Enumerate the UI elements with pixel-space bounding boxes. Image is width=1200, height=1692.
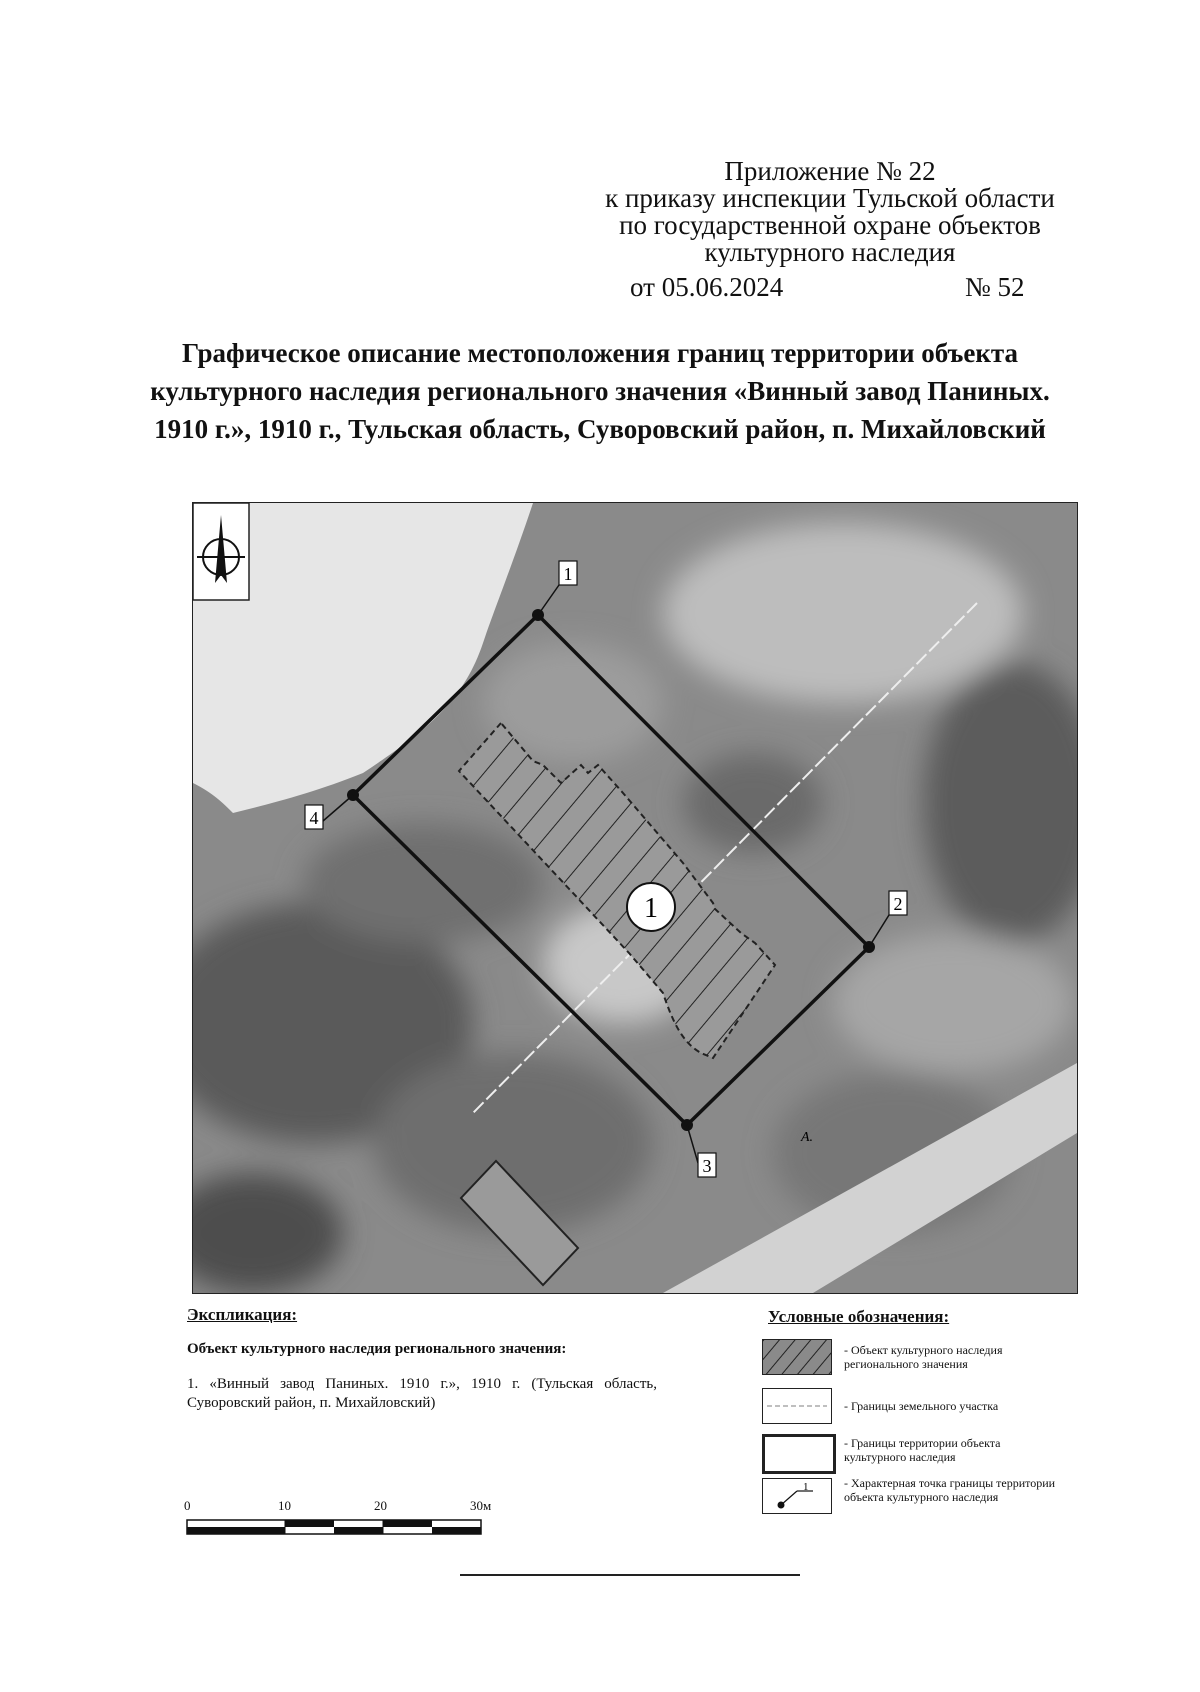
header-line-4: культурного наследия [704,237,956,267]
legend-swatch-land-plot [762,1388,832,1424]
legend-swatch-point [762,1478,832,1514]
legend-point-sample-label: 1 [803,1481,809,1493]
legend-swatch-object [762,1339,832,1375]
explication-subtitle: Объект культурного наследия регионального значения: [187,1341,567,1357]
object-marker-label: 1 [644,893,658,924]
scale-label-30: 30м [470,1498,492,1513]
scale-bar [186,1516,486,1540]
map-canvas [193,503,1077,1293]
point-label-3: 3 [702,1156,712,1176]
point-label-4: 4 [309,808,319,828]
footer-divider [460,1574,800,1576]
street-label: А. [801,1130,814,1145]
order-date: от 05.06.2024 [630,272,784,302]
legend-swatch-territory [762,1434,836,1474]
order-number: № 52 [965,272,1025,302]
header-line-3: по государственной охране объектов [619,210,1041,240]
point-label-1: 1 [563,564,573,584]
legend-text-point: - Характерная точка границы территории объекта культурного наследия [844,1476,1056,1504]
appendix-header [560,158,1100,266]
legend-title: Условные обозначения: [768,1307,950,1326]
header-line-2: к приказу инспекции Тульской области [605,183,1055,213]
explication-title: Экспликация: [187,1305,298,1324]
legend-text-territory: - Границы территории объекта культурного наследия [844,1436,1001,1464]
legend-text-land-plot: - Границы земельного участка [844,1399,999,1413]
point-label-2: 2 [893,894,903,914]
map-frame [192,502,1078,1294]
scale-label-10: 10 [278,1498,291,1513]
document-title: Графическое описание местоположения границ территории объекта культурного наследия регионального значения «Винный завод Паниных. 1910 г.», 1910 г., Тульская область, Суворовский район, п. Михайловский [150,338,1050,444]
scale-label-0: 0 [184,1498,191,1513]
legend-text-object: - Объект культурного наследия регионального значения [844,1343,1003,1371]
explication-item: 1. «Винный завод Паниных. 1910 г.», 1910 г. (Тульская область, Суворовский район, п. Михайловский) [187,1376,657,1411]
header-line-1: Приложение № 22 [724,156,936,186]
scale-label-20: 20 [374,1498,387,1513]
